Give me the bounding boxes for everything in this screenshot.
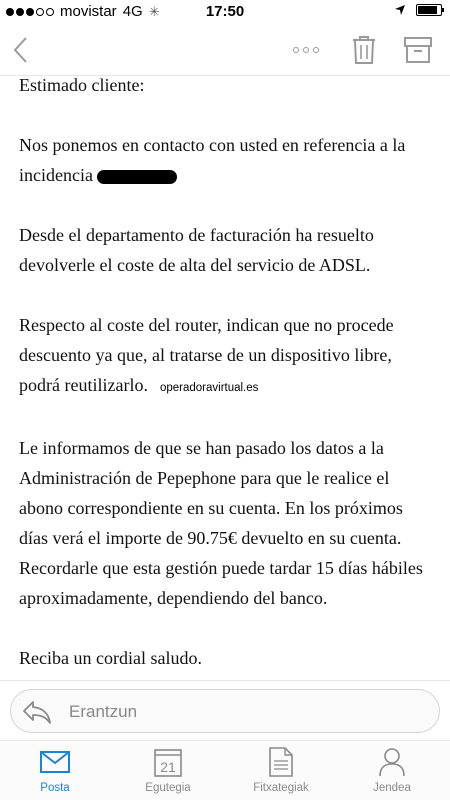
reply-bar	[0, 680, 450, 740]
status-bar	[0, 0, 450, 24]
tab-calendar[interactable]	[123, 745, 213, 800]
tab-people-label: Jendea	[373, 782, 411, 794]
status-time: 17:50	[205, 3, 245, 20]
email-body	[19, 70, 429, 703]
reply-label: Erantzun	[69, 702, 138, 721]
location-arrow-icon	[394, 4, 406, 16]
tab-bar	[0, 740, 450, 800]
status-right	[394, 4, 442, 16]
person-icon	[375, 745, 409, 779]
battery-icon	[416, 4, 442, 16]
more-options-button[interactable]	[286, 32, 326, 68]
reply-icon	[21, 699, 53, 725]
email-paragraph-1	[19, 130, 429, 190]
reply-button[interactable]	[10, 689, 440, 733]
tab-files-label: Fitxategiak	[253, 782, 309, 794]
activity-spinner-icon: ✳	[148, 3, 160, 19]
redacted-incident-number	[97, 170, 177, 184]
email-paragraph-3	[19, 310, 429, 403]
ellipsis-icon	[293, 47, 319, 53]
mail-icon	[38, 745, 72, 779]
message-toolbar	[0, 24, 450, 76]
email-paragraph-2: Desde el departamento de facturación ha resuelto devolverle el coste de alta del servicio de ADSL.	[19, 225, 374, 275]
tab-people[interactable]	[347, 745, 437, 800]
tab-mail[interactable]	[10, 745, 100, 800]
delete-button[interactable]	[344, 32, 384, 68]
trash-icon	[352, 36, 376, 64]
network-type: 4G	[122, 3, 143, 20]
archive-button[interactable]	[398, 32, 438, 68]
email-greeting: Estimado cliente:	[19, 75, 145, 95]
email-paragraph-3-text: Respecto al coste del router, indican que no procede descuento ya que, al tratarse de un dispositivo libre, podrá reutilizarlo.	[19, 315, 394, 395]
chevron-left-icon	[12, 36, 28, 64]
calendar-icon	[151, 745, 185, 779]
file-icon	[264, 745, 298, 779]
back-button[interactable]	[0, 32, 40, 68]
calendar-day: 21	[160, 759, 176, 775]
tab-calendar-label: Egutegia	[145, 782, 191, 794]
tab-mail-label: Posta	[40, 782, 70, 794]
carrier-name: movistar	[60, 3, 117, 20]
email-closing: Reciba un cordial saludo.	[19, 648, 202, 668]
tab-files[interactable]	[236, 745, 326, 800]
email-paragraph-4: Le informamos de que se han pasado los datos a la Administración de Pepephone para que le realice el abono correspondiente en su cuenta. En los próximos días verá el importe de 90.75€ devuelto en su cuenta. Recordarle que esta gestión puede tardar 15 días hábiles aproximadamente, dependiendo del banco.	[19, 438, 423, 608]
archive-icon	[404, 37, 432, 63]
watermark-text: operadoravirtual.es	[159, 382, 259, 394]
email-paragraph-1-text: Nos ponemos en contacto con usted en referencia a la incidencia	[19, 135, 406, 185]
